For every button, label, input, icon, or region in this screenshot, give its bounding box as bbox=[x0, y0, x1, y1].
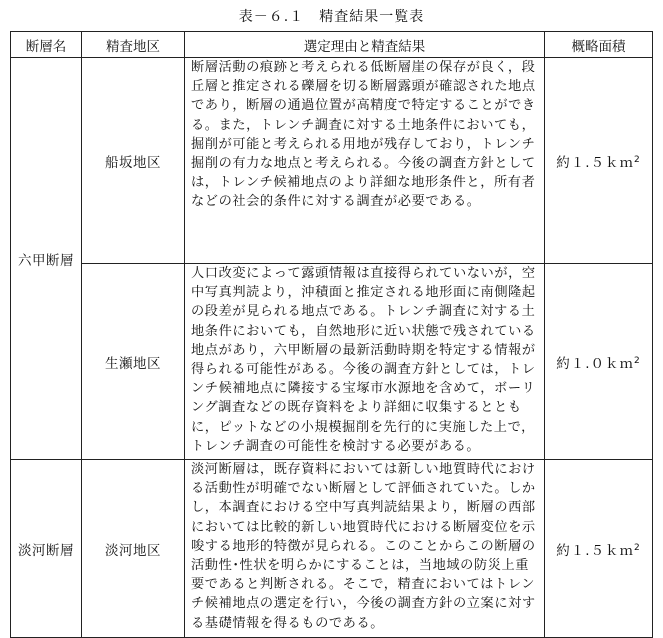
size-cell: 約１.０ｋｍ$^2$ bbox=[545, 264, 653, 460]
reason-cell: 人口改変によって露頭情報は直接得られていないが，空中写真判読より，沖積面と推定される地形面に南側隆起の段差が見られる地点である。トレンチ調査に対する土地条件においても，自然地形に近い状態で残されている地点があり，六甲断層の最新活動時期を特定する情報が得られる可能性がある。今後の調査方針としては，トレンチ候補地点に隣接する宝塚市水源地を含めて，ボーリング調査などの既存資料をより詳細に収集するとともに，ピットなどの小規模掘削を先行的に実施した上で，トレンチ調査の可能性を検討する必要がある。 bbox=[185, 264, 545, 460]
size-cell: 約１.５ｋｍ$^2$ bbox=[545, 460, 653, 638]
survey-results-table bbox=[10, 31, 653, 638]
header-size: 概略面積 bbox=[545, 32, 653, 58]
table-row bbox=[11, 58, 653, 264]
header-reason: 選定理由と精査結果 bbox=[185, 32, 545, 58]
area-cell: 船坂地区 bbox=[82, 58, 185, 264]
table-title: 表－６.１ 精査結果一覧表 bbox=[238, 9, 425, 25]
header-row bbox=[11, 32, 653, 58]
table-row bbox=[11, 460, 653, 638]
size-cell: 約１.５ｋｍ$^2$ bbox=[545, 58, 653, 264]
fault-name-cell: 六甲断層 bbox=[11, 58, 82, 460]
table-row bbox=[11, 264, 653, 460]
area-cell: 淡河地区 bbox=[82, 460, 185, 638]
header-fault: 断層名 bbox=[11, 32, 82, 58]
area-cell: 生瀬地区 bbox=[82, 264, 185, 460]
reason-cell: 淡河断層は，既存資料においては新しい地質時代における活動性が明確でない断層として評価されていた。しかし，本調査における空中写真判読結果より，断層の西部においては比較的新しい地質時代における断層変位を示唆する地形的特徴が見られる。このことからこの断層の活動性･性状を明らかにすることは，当地域の防災上重要であると判断される。そこで，精査においてはトレンチ候補地点の選定を行い，今後の調査方針の立案に対する基礎情報を得るものである。 bbox=[185, 460, 545, 638]
header-area: 精査地区 bbox=[82, 32, 185, 58]
fault-name-cell: 淡河断層 bbox=[11, 460, 82, 638]
reason-cell: 断層活動の痕跡と考えられる低断層崖の保存が良く，段丘層と推定される礫層を切る断層露頭が確認された地点であり，断層の通過位置が高精度で特定することができる。また，トレンチ調査に対する土地条件においても，掘削が可能と考えられる用地が残存しており，トレンチ掘削の有力な地点と考えられる。今後の調査方針としては，トレンチ候補地点のより詳細な地形条件と，所有者などの社会的条件に対する調査が必要である。 bbox=[185, 58, 545, 264]
